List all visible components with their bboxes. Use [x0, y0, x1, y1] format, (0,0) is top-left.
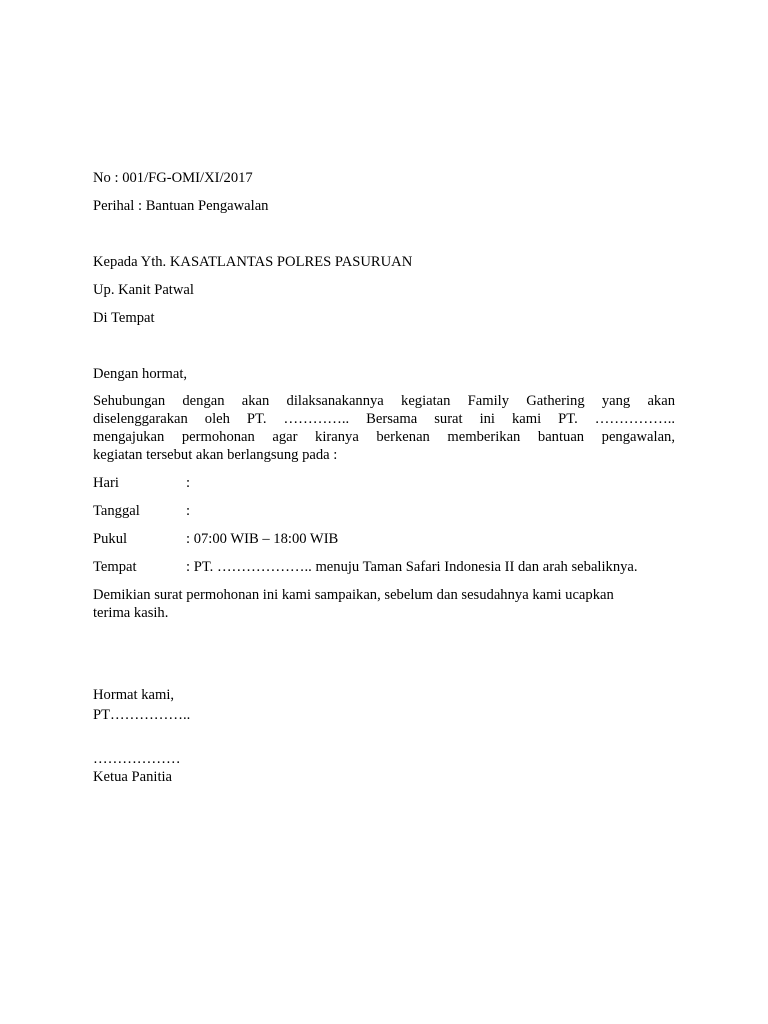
detail-value: : 07:00 WIB – 18:00 WIB [186, 531, 339, 547]
letter-recipient: Kepada Yth. KASATLANTAS POLRES PASURUAN [93, 254, 413, 270]
closing-line-2: terima kasih. [93, 605, 169, 621]
detail-label: Pukul [93, 531, 128, 547]
regards: Hormat kami, [93, 687, 175, 703]
detail-row-tanggal [93, 502, 190, 520]
body-line-1: Sehubungan dengan akan dilaksanakannya kegiatan Family Gathering yang akan [93, 393, 675, 409]
detail-label: Tempat [93, 559, 137, 575]
body-line-4: kegiatan tersebut akan berlangsung pada : [93, 447, 338, 463]
letter-greeting: Dengan hormat, [93, 366, 188, 382]
detail-row-tempat [93, 558, 638, 576]
detail-value: : [186, 475, 191, 491]
detail-label: Tanggal [93, 503, 140, 519]
letter-location: Di Tempat [93, 310, 155, 326]
letter-attention: Up. Kanit Patwal [93, 282, 194, 298]
detail-value: : [186, 503, 191, 519]
signatory-title: Ketua Panitia [93, 769, 173, 785]
detail-label: Hari [93, 475, 119, 491]
letter-number: No : 001/FG-OMI/XI/2017 [93, 170, 253, 186]
detail-row-pukul [93, 530, 338, 548]
letter-subject: Perihal : Bantuan Pengawalan [93, 198, 269, 214]
body-line-3: mengajukan permohonan agar kiranya berkenan memberikan bantuan pengawalan, [93, 429, 675, 445]
closing-line-1: Demikian surat permohonan ini kami sampaikan, sebelum dan sesudahnya kami ucapkan [93, 587, 614, 603]
sender-company: PT…………….. [93, 707, 191, 723]
signature-blank: ……………… [93, 751, 181, 767]
detail-value: : PT. ……………….. menuju Taman Safari Indonesia II dan arah sebaliknya. [186, 559, 638, 575]
body-line-2: diselenggarakan oleh PT. ………….. Bersama surat ini kami PT. …………….. [93, 411, 675, 427]
detail-row-hari [93, 474, 190, 492]
